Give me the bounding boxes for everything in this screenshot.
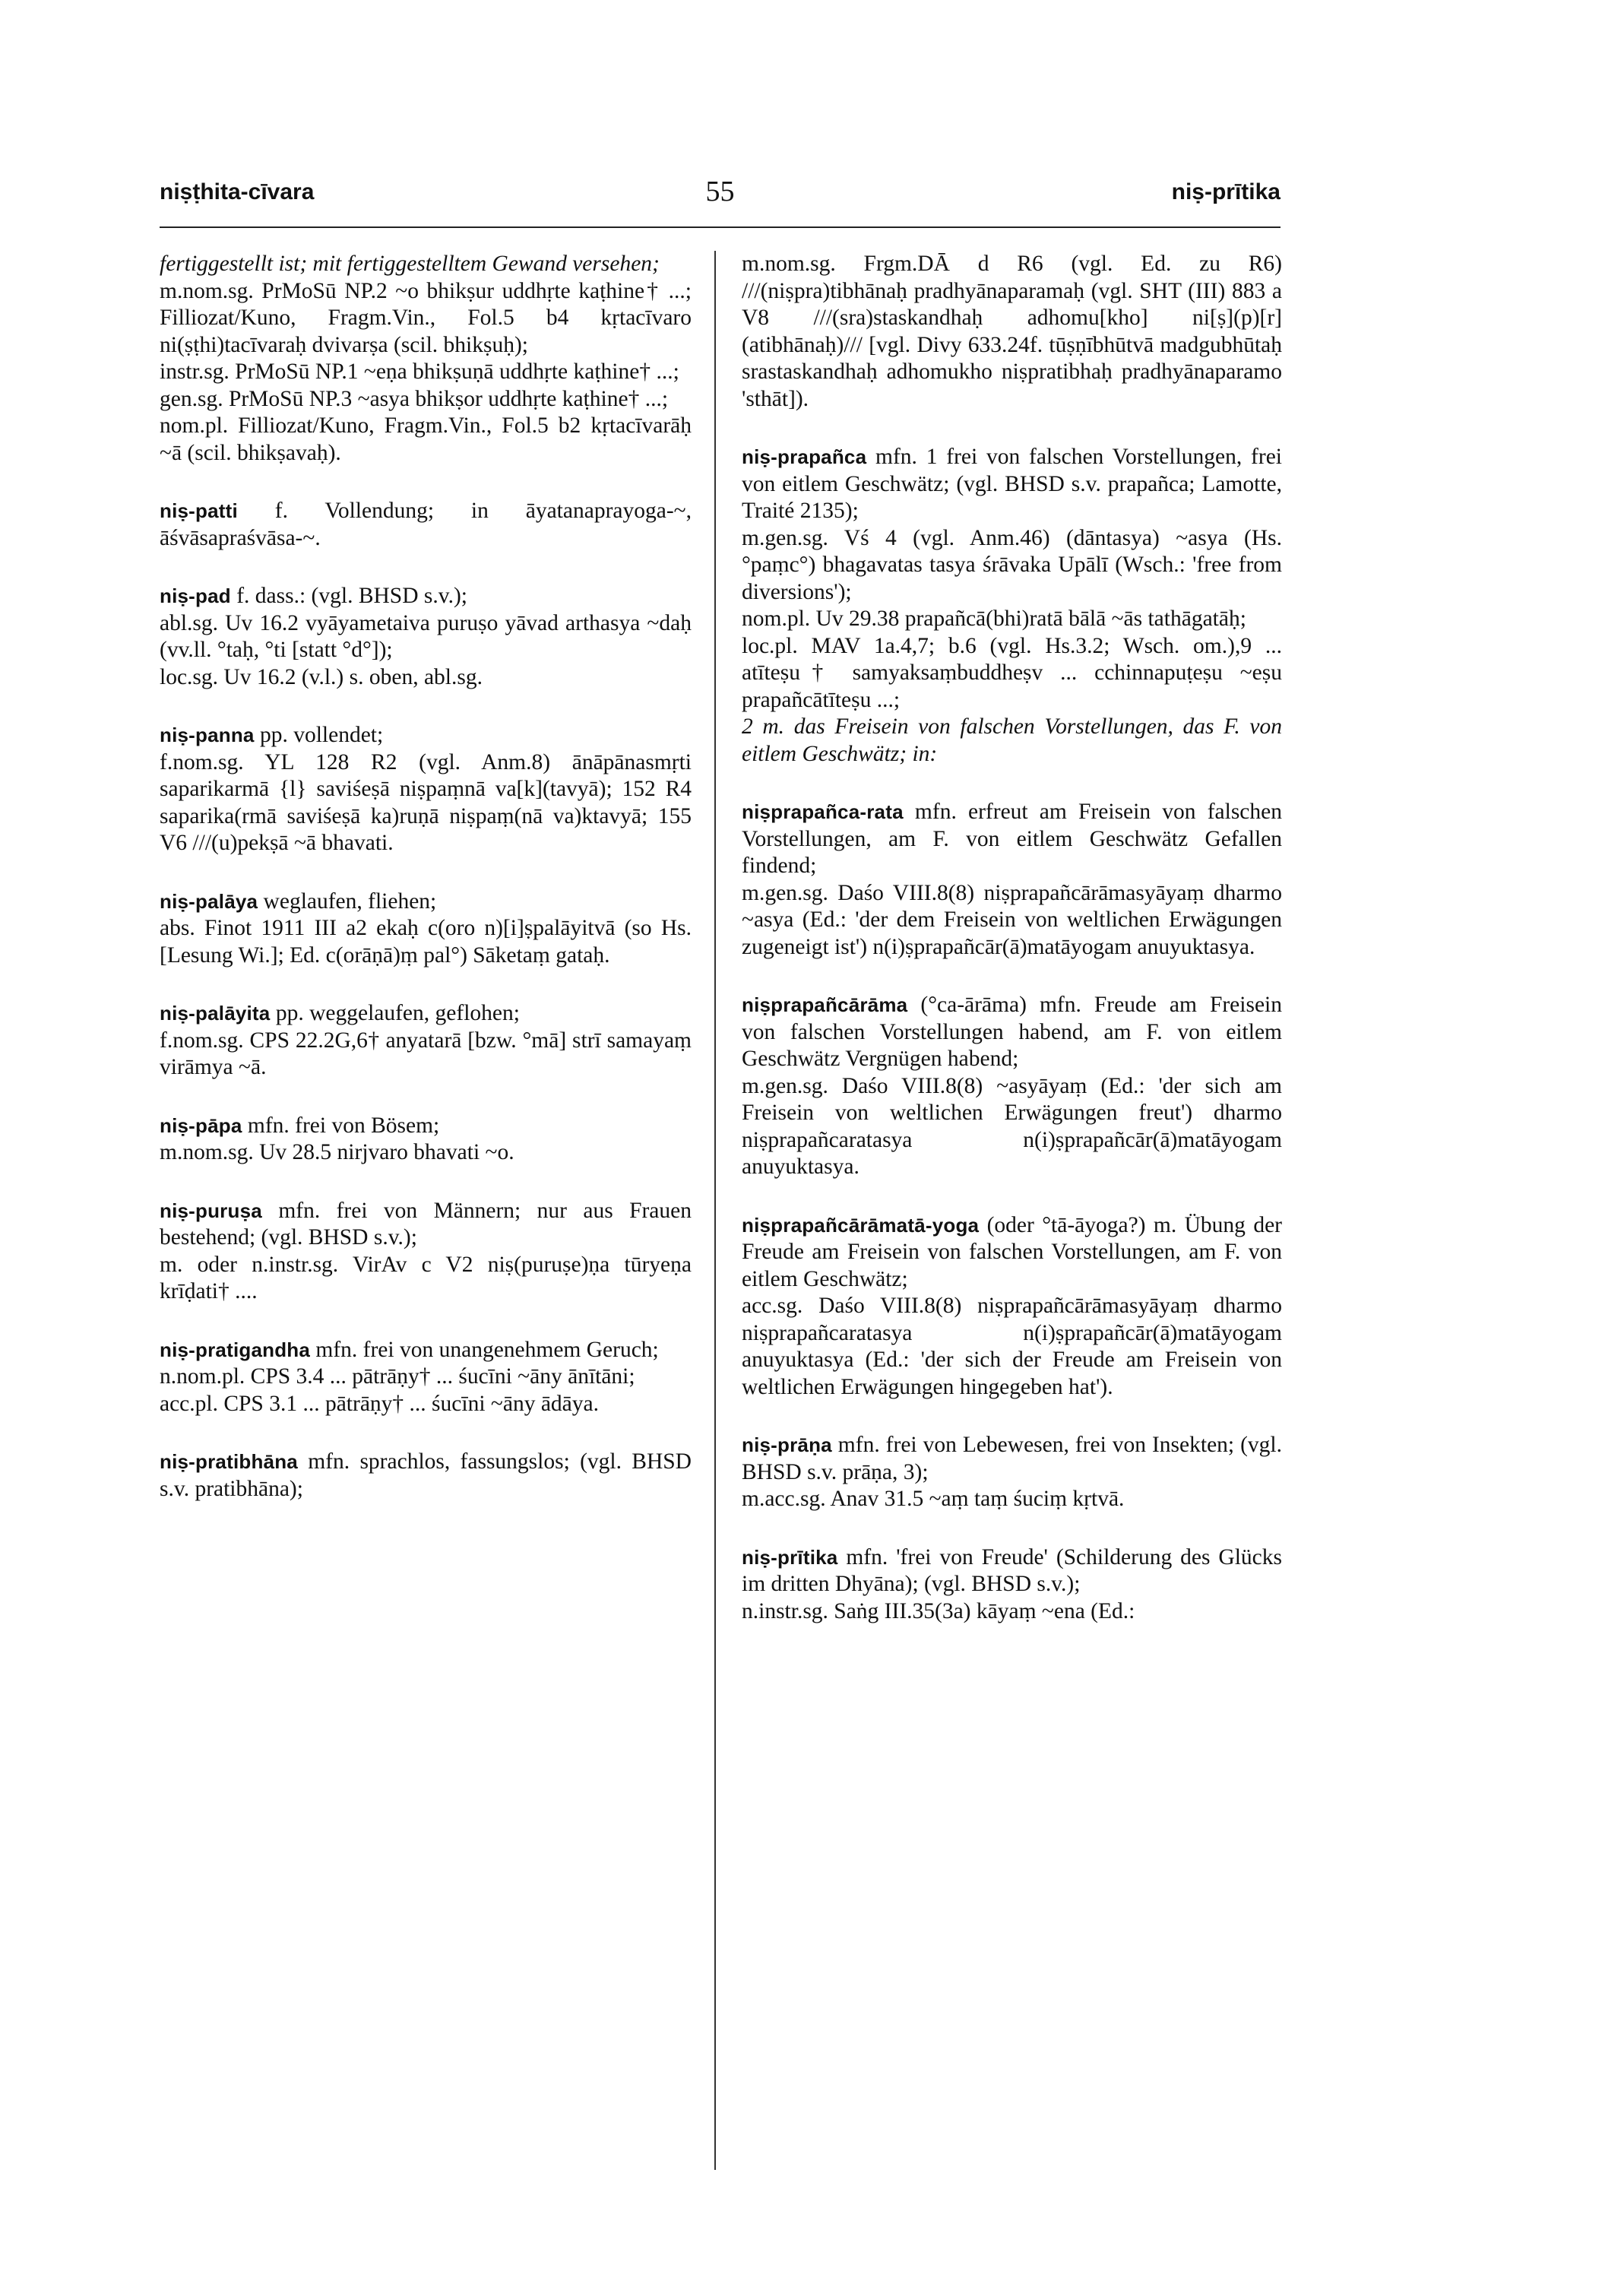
entry-continuation	[160, 251, 692, 467]
entry-definition: mfn. 'frei von Freude' (Schilderung des Glücks im dritten Dhyāna); (vgl. BHSD s.v.);	[742, 1544, 1282, 1596]
entry-line: nom.pl. Uv 29.38 prapañcā(bhi)ratā bālā ~ās tathāgatāḥ;	[742, 607, 1246, 631]
headword: niṣprapañcārāmatā-yoga	[742, 1213, 980, 1237]
running-header	[160, 175, 1281, 220]
header-rule	[160, 226, 1281, 228]
entry-definition: (oder °tā-āyoga?) m. Übung der Freude am Freisein von falschen Vorstellungen, am F. von eitlem Geschwätz;	[742, 1212, 1282, 1291]
headword: niṣ-palāya	[160, 889, 258, 913]
entry-definition: mfn. erfreut am Freisein von falschen Vorstellungen, am F. von eitlem Geschwätz Gefallen findend;	[742, 800, 1282, 878]
entry-line: n.instr.sg. Saṅg III.35(3a) kāyaṃ ~ena (Ed.:	[742, 1598, 1135, 1623]
dictionary-entry	[160, 722, 692, 857]
entry-definition: mfn. frei von Lebewesen, frei von Insekten; (vgl. BHSD s.v. prāṇa, 3);	[742, 1433, 1282, 1484]
entry-line: m.nom.sg. Frgm.DĀ d R6 (vgl. Ed. zu R6) ///(niṣpra)tibhānaḥ pradhyānaparamaḥ (vgl. SHT (III) 883 a V8 ///(sra)staskandhaḥ adhomu[kho] ni[ṣ](p)[r](atibhānaḥ)/// [vgl. Divy 633.24f. tūṣṇībhūtvā madgubhūtaḥ srastaskandhaḥ adhomukho niṣpratibhaḥ pradhyānaparamo 'sthāt]).	[742, 252, 1282, 411]
dictionary-entry	[160, 1000, 692, 1082]
entry-line: f.nom.sg. CPS 22.2G,6† anyatarā [bzw. °mā] strī samayaṃ virāmya ~ā.	[160, 1028, 692, 1079]
entry-line: instr.sg. PrMoSū NP.1 ~eṇa bhikṣuṇā uddhṛte kaṭhine† ...;	[160, 359, 679, 384]
entry-line: 2 m. das Freisein von falschen Vorstellungen, das F. von eitlem Geschwätz; in:	[742, 714, 1282, 766]
entry-definition: mfn. sprachlos, fassungslos; (vgl. BHSD s.v. pratibhāna);	[160, 1449, 692, 1501]
entry-definition: mfn. 1 frei von falschen Vorstellungen, frei von eitlem Geschwätz; (vgl. BHSD s.v. prapañca; Lamotte, Traité 2135);	[742, 445, 1282, 523]
dictionary-entry	[160, 888, 692, 970]
entry-definition: mfn. frei von Bösem;	[242, 1113, 440, 1138]
entry-line: gen.sg. PrMoSū NP.3 ~asya bhikṣor uddhṛte kaṭhine† ...;	[160, 386, 669, 411]
headword: niṣ-prāṇa	[742, 1433, 832, 1456]
entry-line: f.nom.sg. YL 128 R2 (vgl. Anm.8) ānāpānasmṛti saparikarmā {l} saviśeṣā niṣpaṃnā va[k](tavyā); 152 R4 saparika(rmā saviśeṣā ka)ruṇā niṣpaṃ(nā va)ktavyā; 155 V6 ///(u)pekṣā ~ā bhavati.	[160, 749, 692, 855]
entry-line: acc.sg. Daśo VIII.8(8) niṣprapañcārāmasyāyaṃ dharmo niṣprapañcaratasya n(i)ṣprapañcār(ā)matāyogam anuyuktasya (Ed.: 'der sich der Freude am Freisein von weltlichen Erwägungen hingegeben hat').	[742, 1294, 1282, 1399]
column-divider	[714, 251, 716, 2170]
headword: niṣ-patti	[160, 499, 238, 522]
entry-line: nom.pl. Filliozat/Kuno, Fragm.Vin., Fol.5 b2 kṛtacīvarāḥ ~ā (scil. bhikṣavaḥ).	[160, 413, 692, 465]
entry-line: abs. Finot 1911 III a2 ekaḥ c(oro n)[i]ṣpalāyitvā (so Hs. [Lesung Wi.]; Ed. c(orāṇā)ṃ pal°) Sāketaṃ gataḥ.	[160, 916, 692, 968]
dictionary-entry	[160, 1113, 692, 1167]
dictionary-entry	[742, 992, 1282, 1181]
dictionary-entry	[160, 1449, 692, 1503]
entry-line: m. oder n.instr.sg. VirAv c V2 niṣ(puruṣe)ṇa tūryeṇa krīḍati† ....	[160, 1252, 692, 1303]
entry-definition: f. dass.: (vgl. BHSD s.v.);	[230, 584, 467, 608]
headword: niṣ-pratibhāna	[160, 1450, 298, 1473]
entry-line: m.gen.sg. Daśo VIII.8(8) niṣprapañcārāmasyāyaṃ dharmo ~asya (Ed.: 'der dem Freisein von weltlichen Erwägungen zugeneigt ist') n(i)ṣprapañcār(ā)matāyogam anuyuktasya.	[742, 880, 1282, 959]
dictionary-entry	[160, 1198, 692, 1306]
entry-definition: weglaufen, fliehen;	[258, 888, 437, 914]
entry-definition: mfn. frei von Männern; nur aus Frauen bestehend; (vgl. BHSD s.v.);	[160, 1198, 692, 1250]
headword: niṣ-pāpa	[160, 1113, 242, 1137]
entry-line: m.gen.sg. Vś 4 (vgl. Anm.46) (dāntasya) ~asya (Hs. °paṃc°) bhagavatas tasya śrāvaka Upālī (Wsch.: 'free from diversions');	[742, 525, 1282, 604]
right-column	[742, 251, 1282, 1656]
headword: niṣ-pad	[160, 584, 231, 607]
headword: niṣ-panna	[160, 724, 255, 746]
entry-line: loc.sg. Uv 16.2 (v.l.) s. oben, abl.sg.	[160, 664, 483, 689]
entry-definition: pp. weggelaufen, geflohen;	[270, 1001, 520, 1025]
entry-line: n.nom.pl. CPS 3.4 ... pātrāṇy† ... śucīni ~āny ānītāni;	[160, 1364, 635, 1389]
header-left-catchword: niṣṭhita-cīvara	[160, 179, 315, 204]
headword: niṣ-prapañca	[742, 445, 867, 468]
entry-line: m.nom.sg. PrMoSū NP.2 ~o bhikṣur uddhṛte kaṭhine† ...; Filliozat/Kuno, Fragm.Vin., Fol.5 b4 kṛtacīvaro ni(ṣṭhi)tacīvaraḥ dvivarṣa (scil. bhikṣuḥ);	[160, 278, 692, 357]
entry-line: fertiggestellt ist; mit fertiggestelltem Gewand versehen;	[160, 252, 660, 276]
dictionary-entry	[742, 799, 1282, 961]
headword: niṣprapañca-rata	[742, 800, 904, 823]
entry-definition: (°ca-ārāma) mfn. Freude am Freisein von falschen Vorstellungen habend, am F. von eitlem Geschwätz Vergnügen habend;	[742, 993, 1282, 1071]
headword: niṣ-puruṣa	[160, 1199, 262, 1222]
dictionary-entry	[160, 498, 692, 552]
dictionary-entry	[742, 1432, 1282, 1513]
headword: niṣ-pratigandha	[160, 1338, 311, 1361]
entry-line: m.gen.sg. Daśo VIII.8(8) ~asyāyaṃ (Ed.: 'der sich am Freisein von weltlichen Erwägungen freut') dharmo niṣprapañcaratasya n(i)ṣprapañcār(ā)matāyogam anuyuktasya.	[742, 1073, 1282, 1179]
headword: niṣprapañcārāma	[742, 993, 908, 1016]
entry-line: acc.pl. CPS 3.1 ... pātrāṇy† ... śucīni ~āny ādāya.	[160, 1391, 599, 1416]
entry-line: abl.sg. Uv 16.2 vyāyametaiva puruṣo yāvad arthasya ~daḥ (vv.ll. °taḥ, °ti [statt °d°]);	[160, 610, 692, 662]
left-column	[160, 251, 692, 1534]
dictionary-entry	[742, 1544, 1282, 1626]
entry-line: m.acc.sg. Anav 31.5 ~aṃ taṃ śuciṃ kṛtvā.	[742, 1487, 1125, 1511]
entry-definition: pp. vollendet;	[254, 723, 384, 747]
dictionary-entry	[742, 444, 1282, 768]
entry-definition: mfn. frei von unangenehmem Geruch;	[310, 1337, 659, 1362]
entry-line: m.nom.sg. Uv 28.5 nirjvaro bhavati ~o.	[160, 1140, 514, 1164]
dictionary-entry	[742, 1212, 1282, 1402]
entry-continuation	[742, 251, 1282, 413]
dictionary-entry	[160, 1337, 692, 1418]
entry-line: loc.pl. MAV 1a.4,7; b.6 (vgl. Hs.3.2; Wsch. om.),9 ... atīteṣu† samyaksaṃbuddheṣv ... cchinnapuṭeṣu ~eṣu prapañcātīteṣu ...;	[742, 633, 1282, 712]
dictionary-entry	[160, 583, 692, 691]
headword: niṣ-prītika	[742, 1545, 838, 1569]
header-right-catchword: niṣ-prītika	[1171, 179, 1281, 204]
entry-definition: f. Vollendung; in āyatanaprayoga-~, āśvāsapraśvāsa-~.	[160, 499, 692, 550]
page-number: 55	[705, 176, 735, 207]
headword: niṣ-palāyita	[160, 1002, 271, 1025]
